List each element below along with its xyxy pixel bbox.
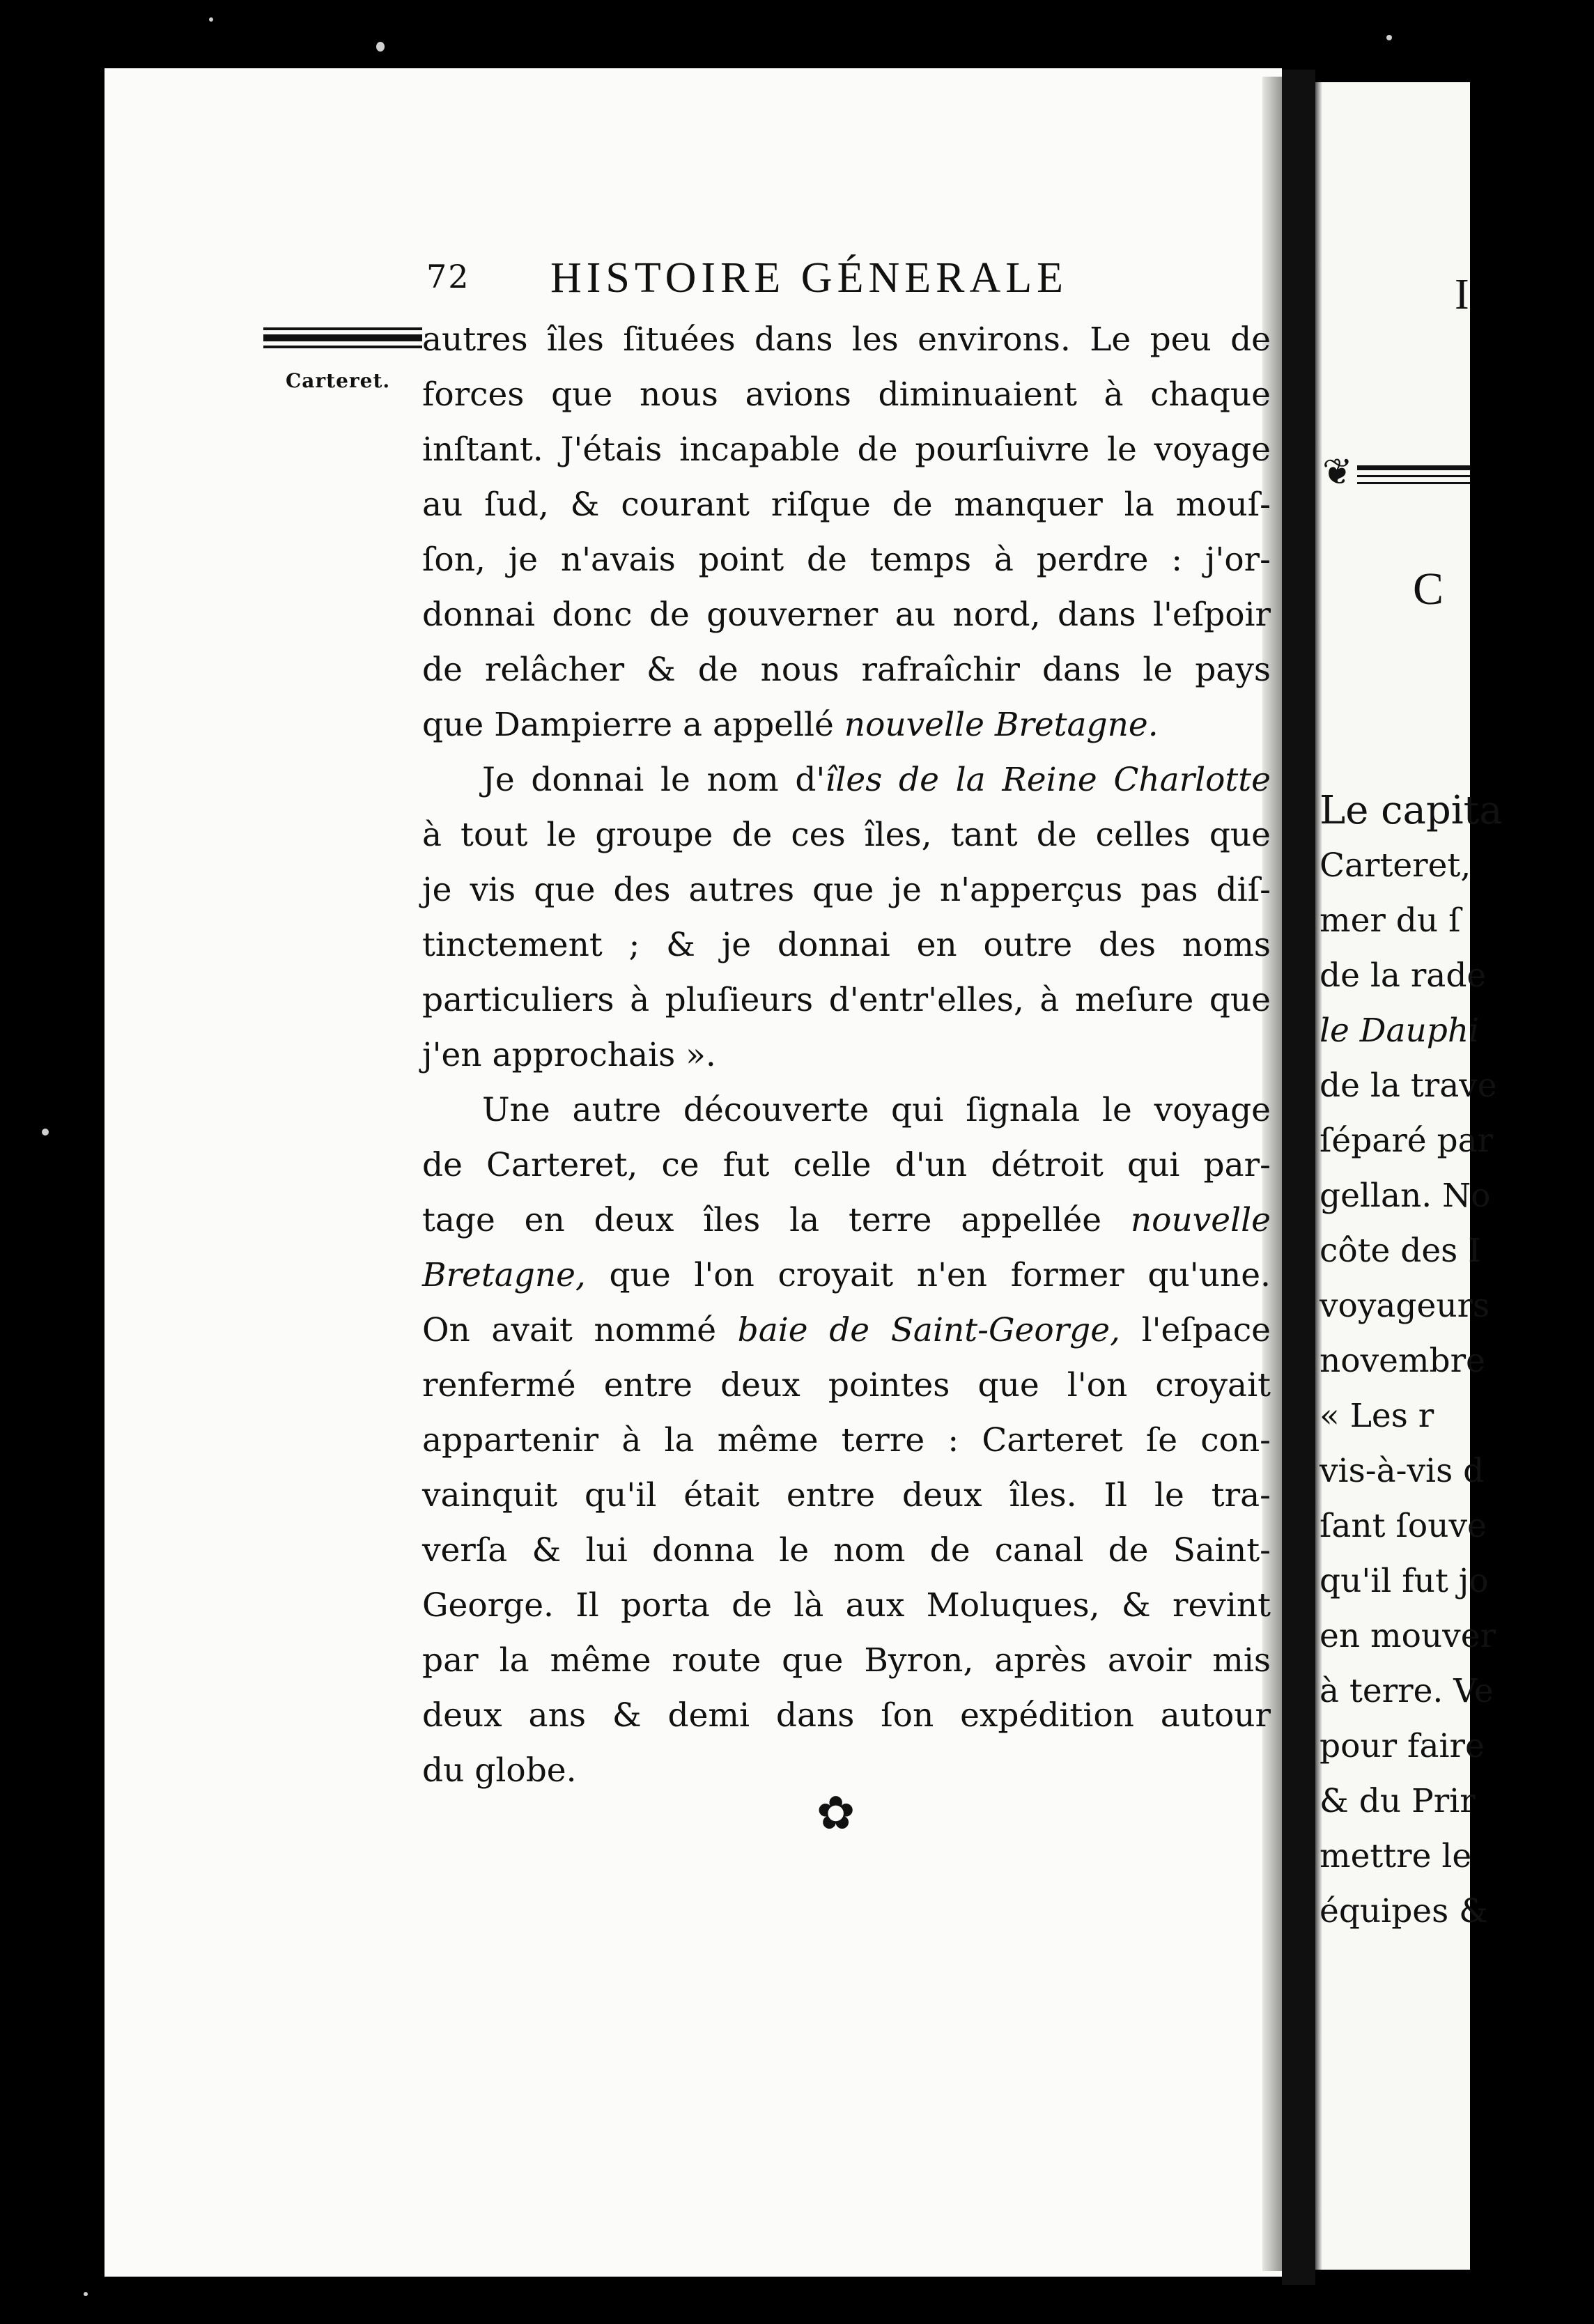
right-text-line: qu'il fut jo	[1320, 1562, 1489, 1600]
text-run: que l'on croyait n'en former qu'une.	[585, 1256, 1271, 1294]
text-line	[422, 1083, 1271, 1138]
text-run: inſtant. J'étais incapable de pourſuivre le voyage	[422, 431, 1271, 469]
right-text-line: en mouver	[1320, 1617, 1496, 1655]
text-run: ſon, je n'avais point de temps à perdre : j'or-	[422, 541, 1271, 579]
text-run: au ſud, & courant riſque de manquer la mouſ-	[422, 486, 1271, 524]
right-text-line: Carteret,	[1320, 846, 1471, 885]
text-run: donnai donc de gouverner au nord, dans l'eſpoir	[422, 596, 1271, 634]
right-running-head: I	[1455, 271, 1472, 318]
text-run: je vis que des autres que je n'apperçus pas diſ-	[422, 871, 1271, 909]
margin-rule	[263, 327, 422, 330]
scan-speck	[1386, 35, 1392, 40]
right-text-line: voyageurs	[1320, 1287, 1490, 1325]
text-run: de relâcher & de nous rafraîchir dans le pays	[422, 651, 1271, 689]
text-run: l'eſpace	[1120, 1311, 1271, 1349]
text-line	[422, 752, 1271, 807]
ornament-glyph: ❦	[1322, 451, 1353, 493]
fleuron-ornament: ✿	[817, 1786, 856, 1840]
text-run: vainquit qu'il était entre deux îles. Il le tra-	[422, 1476, 1271, 1515]
text-line	[422, 587, 1271, 642]
text-line	[422, 367, 1271, 422]
right-text-line: vis-à-vis d	[1320, 1452, 1485, 1490]
text-line	[422, 1358, 1271, 1413]
text-run: renfermé entre deux pointes que l'on croyait	[422, 1366, 1271, 1404]
text-line	[422, 917, 1271, 973]
text-run: Je donnai le nom d'	[482, 761, 826, 799]
text-run: par la même route que Byron, après avoir mis	[422, 1641, 1271, 1680]
text-run: tage en deux îles la terre appellée	[422, 1201, 1131, 1239]
text-line	[422, 862, 1271, 917]
text-run: à tout le groupe de ces îles, tant de celles que	[422, 816, 1271, 854]
right-text-line: « Les r	[1320, 1397, 1434, 1435]
text-line	[422, 1633, 1271, 1688]
text-run: forces que nous avions diminuaient à chaque	[422, 375, 1271, 414]
text-run: Une autre découverte qui ſignala le voyage	[482, 1091, 1271, 1129]
text-line	[422, 697, 1271, 752]
margin-rule	[263, 334, 422, 341]
text-line	[422, 1578, 1271, 1633]
italic-run: Bretagne,	[422, 1256, 586, 1294]
right-text-line: novembre	[1320, 1342, 1485, 1380]
italic-run: baie de Saint-George,	[737, 1311, 1120, 1349]
text-line	[422, 642, 1271, 697]
text-line	[422, 1413, 1271, 1468]
italic-run: nouvelle Bretagne.	[844, 706, 1159, 744]
right-text-line: & du Prir	[1320, 1782, 1476, 1820]
text-run: appartenir à la même terre : Carteret ſe con-	[422, 1421, 1271, 1459]
scan-speck	[84, 2292, 88, 2296]
text-line	[422, 477, 1271, 532]
text-line	[422, 422, 1271, 477]
italic-run: nouvelle	[1130, 1201, 1271, 1239]
text-run: George. Il porta de là aux Moluques, & revint	[422, 1586, 1271, 1625]
italic-run: îles de la Reine Charlotte	[825, 761, 1271, 799]
right-text-line: ſéparé par	[1320, 1122, 1494, 1160]
text-line	[422, 1468, 1271, 1523]
text-run: que Dampierre a appellé	[422, 706, 844, 744]
right-text-line: de la rade	[1320, 956, 1487, 995]
ornament-rule	[1357, 475, 1470, 477]
right-body-text	[1315, 783, 1594, 1939]
right-text-line: gellan. No	[1320, 1177, 1491, 1215]
text-run: tinctement ; & je donnai en outre des noms	[422, 926, 1271, 964]
book-binding	[1282, 70, 1315, 2285]
text-line	[422, 532, 1271, 587]
right-text-line: mer du ſ	[1320, 901, 1461, 940]
ornament-rule	[1357, 482, 1470, 484]
right-text-line: le Dauphi	[1320, 1012, 1480, 1050]
right-text-line: équipes &	[1320, 1892, 1488, 1930]
text-run: deux ans & demi dans ſon expédition autour	[422, 1696, 1271, 1735]
scan-speck	[42, 1129, 49, 1136]
text-line	[422, 1028, 1271, 1083]
ornament-rule	[1357, 465, 1470, 470]
right-text-line: pour faire	[1320, 1727, 1485, 1765]
right-text-line: mettre le	[1320, 1837, 1472, 1875]
text-run: j'en approchais ».	[422, 1036, 716, 1074]
running-head: HISTOIRE GÉNERALE	[550, 254, 1068, 302]
text-run: particuliers à pluſieurs d'entr'elles, à meſure que	[422, 981, 1271, 1019]
right-page	[1315, 82, 1503, 2270]
page-number: 72	[426, 258, 470, 295]
scan-speck	[209, 17, 213, 22]
text-run: du globe.	[422, 1751, 577, 1790]
right-text-line: Le capita	[1320, 788, 1503, 833]
text-line	[422, 1248, 1271, 1303]
right-text-line: de la trave	[1320, 1067, 1497, 1105]
text-run: autres îles ſituées dans les environs. Le peu de	[422, 320, 1271, 359]
text-line	[422, 1303, 1271, 1358]
text-line	[422, 807, 1271, 862]
right-text-line: ſant ſouve	[1320, 1507, 1487, 1545]
text-line	[422, 1523, 1271, 1578]
body-text	[422, 312, 1271, 1798]
margin-note: Carteret.	[286, 369, 391, 392]
margin-rule	[263, 346, 422, 348]
text-line	[422, 1138, 1271, 1193]
text-run: On avait nommé	[422, 1311, 738, 1349]
text-line	[422, 1193, 1271, 1248]
chapter-ornament	[1315, 451, 1470, 493]
text-line	[422, 1688, 1271, 1743]
text-run: verſa & lui donna le nom de canal de Saint-	[422, 1531, 1271, 1570]
text-run: de Carteret, ce fut celle d'un détroit qui par-	[422, 1146, 1271, 1184]
scan-speck	[376, 42, 385, 52]
right-text-line: à terre. Ve	[1320, 1672, 1494, 1710]
chapter-heading: C	[1413, 564, 1451, 614]
text-line	[422, 973, 1271, 1028]
text-line	[422, 312, 1271, 367]
right-text-line: côte des I	[1320, 1232, 1481, 1270]
